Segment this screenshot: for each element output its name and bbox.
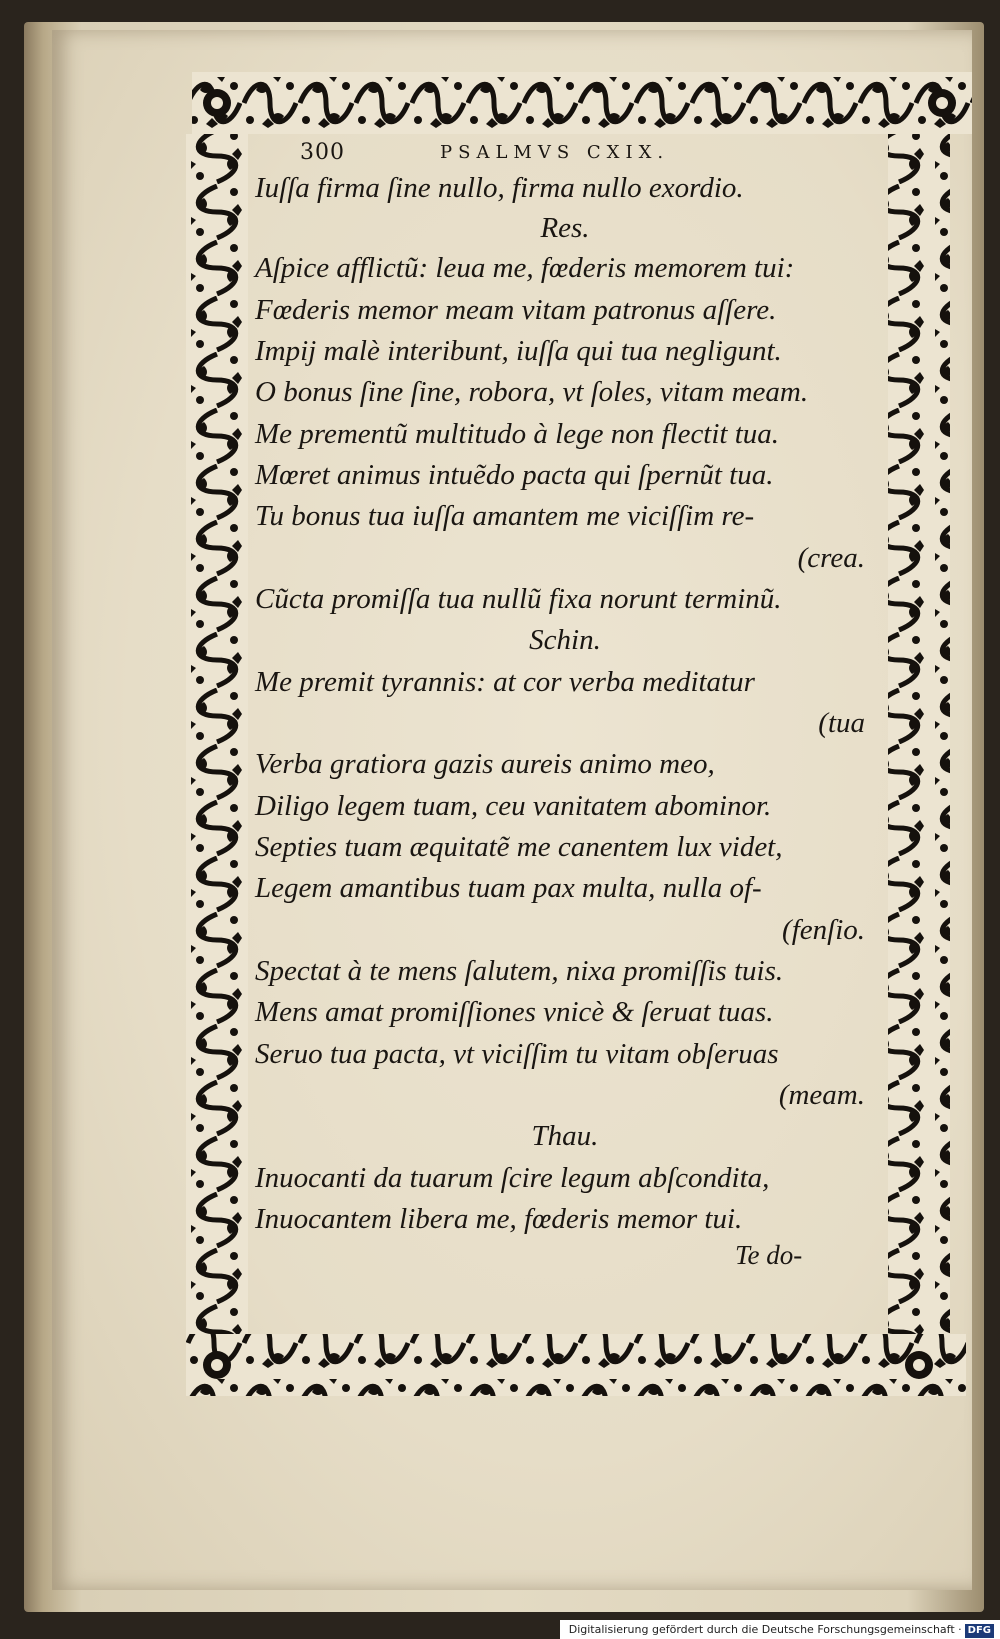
text-line: Spectat à te mens ſalutem, nixa promiſſis tuis. xyxy=(255,955,784,987)
text-line: Iuſſa firma ſine nullo, firma nullo exordio. xyxy=(255,172,744,204)
text-line: O bonus ſine ſine, robora, vt ſoles, vitam meam. xyxy=(255,376,809,408)
section-heading: Res. xyxy=(540,212,590,244)
text-line-turnover: (tua xyxy=(818,707,865,739)
running-head: PSALMVS CXIX. xyxy=(440,142,670,163)
section-heading: Thau. xyxy=(531,1120,599,1152)
text-line-turnover: (meam. xyxy=(778,1079,865,1111)
digitization-footer xyxy=(560,1620,1000,1639)
text-line: Cũcta promiſſa tua nullũ fixa norunt terminũ. xyxy=(255,583,782,615)
text-line: Mœret animus intuẽdo pacta qui ſpernũt tua. xyxy=(255,459,774,491)
text-line: Septies tuam æquitatẽ me canentem lux videt, xyxy=(255,831,783,863)
text-line: Mens amat promiſſiones vnicè & ſeruat tuas. xyxy=(255,996,774,1028)
folio-number: 300 xyxy=(300,140,345,165)
text-line: Legem amantibus tuam pax multa, nulla of- xyxy=(255,872,762,904)
text-line: Me prementũ multitudo à lege non flectit tua. xyxy=(255,418,780,450)
border-top xyxy=(192,72,972,134)
page-header xyxy=(300,140,900,166)
text-line: Aſpice afflictũ: leua me, fœderis memorem tui: xyxy=(255,252,795,284)
text-line-turnover: (fenſio. xyxy=(782,914,865,946)
text-line: Diligo legem tuam, ceu vanitatem abominor. xyxy=(255,790,772,822)
text-line: Verba gratiora gazis aureis animo meo, xyxy=(255,748,715,780)
border-right xyxy=(888,134,950,1334)
text-line: Tu bonus tua iuſſa amantem me viciſſim re- xyxy=(255,500,755,532)
text-line: Fœderis memor meam vitam patronus aſſere. xyxy=(255,294,777,326)
text-line: Me premit tyrannis: at cor verba meditatur xyxy=(255,666,755,698)
border-left xyxy=(186,134,248,1334)
text-line: Inuocantem libera me, fœderis memor tui. xyxy=(255,1203,743,1235)
text-line: Seruo tua pacta, vt viciſſim tu vitam obſeruas xyxy=(255,1038,779,1070)
catchword: Te do- xyxy=(735,1240,803,1270)
text-line: Impij malè interibunt, iuſſa qui tua negligunt. xyxy=(255,335,782,367)
text-line-turnover: (crea. xyxy=(797,542,865,574)
border-bottom xyxy=(186,1334,966,1396)
dfg-logo: DFG xyxy=(965,1624,994,1638)
text-line: Inuocanti da tuarum ſcire legum abſcondita, xyxy=(255,1162,770,1194)
footer-text: Digitalisierung gefördert durch die Deutsche Forschungsgemeinschaft · xyxy=(568,1623,962,1636)
section-heading: Schin. xyxy=(529,624,601,656)
